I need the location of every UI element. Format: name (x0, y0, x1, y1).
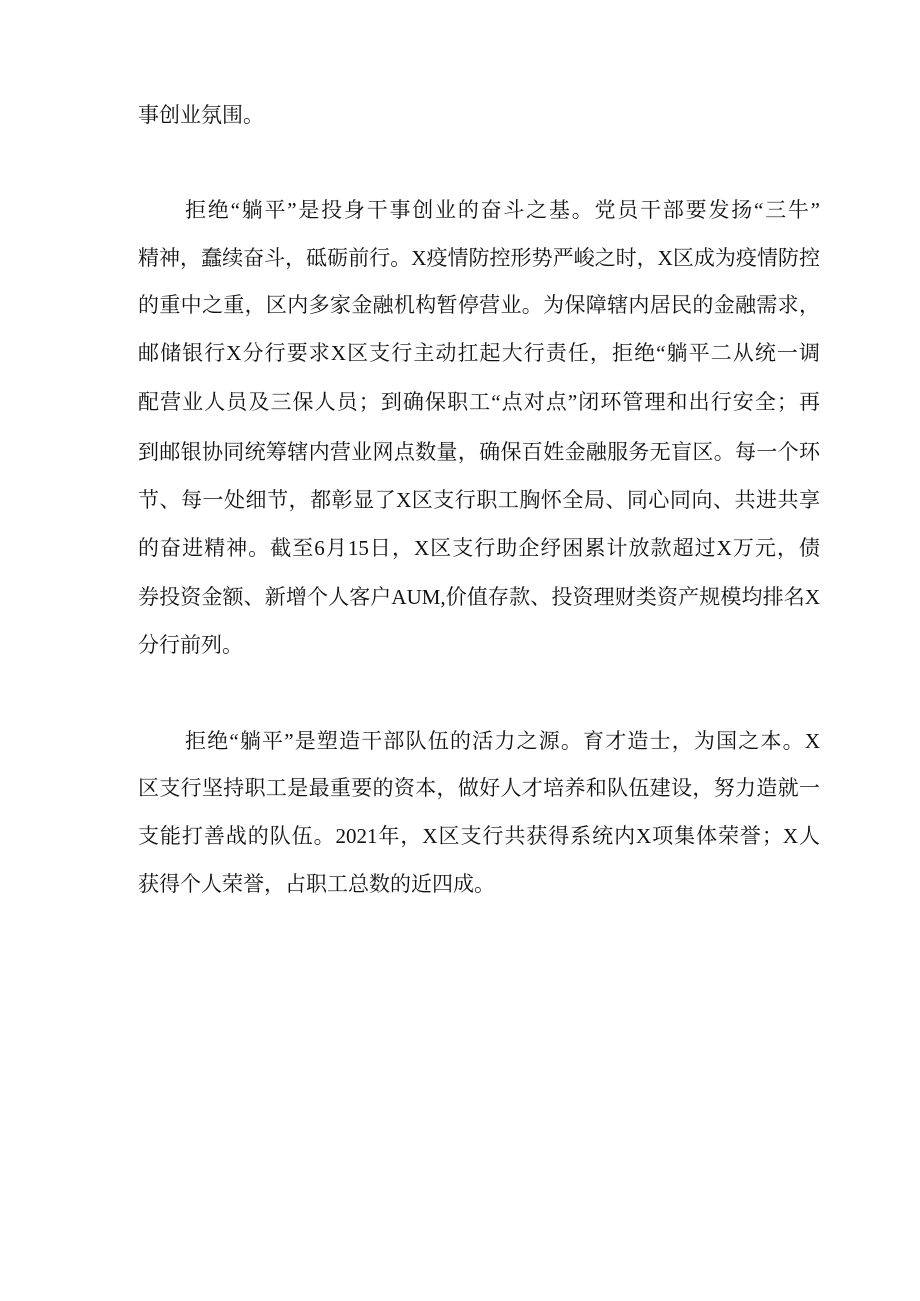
paragraph-3-line-2: 区支行坚持职工是最重要的资本，做好人才培养和队伍建设，努力造就一 (138, 776, 820, 800)
paragraph-2-line-2: 精神，蠢续奋斗，砥砺前行。X疫情防控形势严峻之时，X区成为疫情防控 (138, 246, 820, 270)
paragraph-2-line-9: 券投资金额、新增个人客户AUM,价值存款、投资理财类资产规模均排名X (138, 585, 820, 609)
paragraph-2-line-5: 配营业人员及三保人员；到确保职工“点对点”闭环管理和出行安全；再 (138, 390, 820, 414)
paragraph-2-line-8: 的奋进精神。截至6月15日，X区支行助企纾困累计放款超过X万元，债 (138, 536, 820, 560)
paragraph-2-line-10: 分行前列。 (138, 633, 243, 657)
paragraph-2-line-7: 节、每一处细节，都彰显了X区支行职工胸怀全局、同心同向、共进共享 (138, 488, 820, 512)
paragraph-3-line-1: 拒绝“躺平”是塑造干部队伍的活力之源。育才造士，为国之本。X (185, 729, 820, 753)
paragraph-1-line-1: 事创业氛围。 (138, 103, 264, 127)
paragraph-2-line-1: 拒绝“躺平”是投身干事创业的奋斗之基。党员干部要发扬“三牛” (185, 198, 820, 222)
paragraph-2-line-4: 邮储银行X分行要求X区支行主动扛起大行责任，拒绝“躺平二从统一调 (138, 341, 820, 365)
paragraph-2-line-6: 到邮银协同统筹辖内营业网点数量，确保百姓金融服务无盲区。每一个环 (138, 440, 820, 464)
paragraph-2-line-3: 的重中之重，区内多家金融机构暂停营业。为保障辖内居民的金融需求， (138, 293, 820, 317)
paragraph-3-line-4: 获得个人荣誉，占职工总数的近四成。 (138, 872, 495, 896)
paragraph-3-line-3: 支能打善战的队伍。2021年，X区支行共获得系统内X项集体荣誉；X人 (138, 824, 820, 848)
